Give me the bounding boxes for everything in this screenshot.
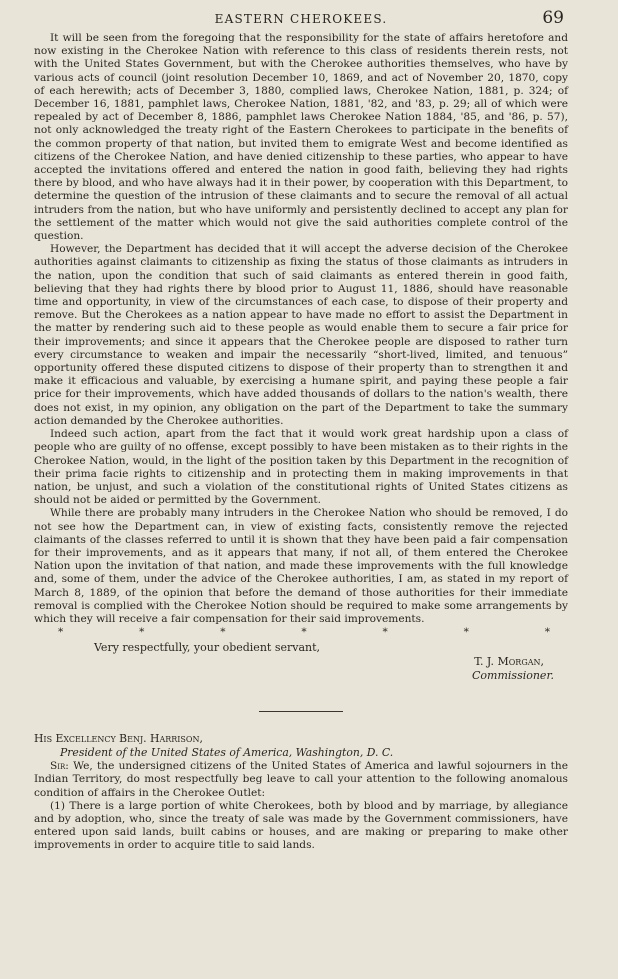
paragraph: It will be seen from the foregoing that the responsibility for the state of affairs heretofore and now existing in the Cherokee Nation with reference to this class of residents therein rests, not with the United States Government, but with the Cherokee authorities themselves, who have by various acts of council (joint resolution December 10, 1869, and act of November 20, 1870, copy of each herewith; acts of December 3, 1880, complied laws, Cherokee Nation, 1881, p. 324; of December 16, 1881, pamphlet laws, Cherokee Nation, 1881, '82, and '83, p. 29; all of which were repealed by act of December 8, 1886, pamphlet laws Cherokee Nation 1884, '85, and '86, p. 57), not only acknowledged the treaty right of the Eastern Cherokees to participate in the benefits of the common property of that nation, but invited them to emigrate West and become identified as citizens of the Cherokee Nation, and have denied citizenship to these parties, who appear to have accepted the invitations offered and entered the nation in good faith, believing they had rights there by blood, and who have always had it in their power, by cooperation with this Department, to determine the question of the intrusion of these claimants and to secure the removal of all actual intruders from the nation, but who have uniformly and persistently declined to accept any plan for the settlement of the matter which would not give the said authorities complete control of the question. bbox=[34, 32, 568, 243]
signature-block bbox=[34, 655, 568, 683]
star-mark: * bbox=[544, 626, 550, 639]
running-title: EASTERN CHEROKEES. bbox=[214, 12, 388, 26]
signature-name: T. J. Morgan, bbox=[474, 655, 544, 669]
star-mark: * bbox=[139, 626, 145, 639]
paragraph: However, the Department has decided that it will accept the adverse decision of the Cherokee authorities against claimants to citizenship as fixing the status of those claimants as intruders in the nation, upon the condition that such of said claimants as entered therein in good faith, believing that they had rights there by blood prior to August 11, 1886, should have reasonable time and opportunity, in view of the circumstances of each case, to dispose of their property and remove. But the Cherokees as a nation appear to have made no effort to assist the Department in the matter by rendering such aid to these people as would enable them to secure a fair price for their improvements; and since it appears that the Cherokee people are disposed to rather turn every circumstance to weaken and impair the necessarily “short-lived, limited, and tenuous” opportunity offered these disputed citizens to dispose of their property than to strengthen it and make it efficacious and valuable, by exercising a humane spirit, and paying these people a fair price for their improvements, which have added thousands of dollars to the nation's wealth, there does not exist, in my opinion, any obligation on the part of the Department to take the summary action demanded by the Cherokee authorities. bbox=[34, 243, 568, 427]
paragraph-text: We, the undersigned citizens of the United States of America and lawful sojourners in the Indian Territory, do most respectfully beg leave to call your attention to the following anomalous condition of affairs in the Cherokee Outlet: bbox=[34, 760, 568, 799]
salutation: Sir: bbox=[50, 760, 69, 773]
ellipsis-stars bbox=[34, 627, 568, 638]
running-header bbox=[34, 6, 568, 32]
signature-title: Commissioner. bbox=[472, 669, 554, 683]
letter-body bbox=[34, 760, 568, 852]
star-mark: * bbox=[58, 626, 64, 639]
star-mark: * bbox=[382, 626, 388, 639]
star-mark: * bbox=[463, 626, 469, 639]
report-body bbox=[34, 32, 568, 626]
addressee-block bbox=[34, 732, 568, 759]
section-divider bbox=[259, 711, 343, 712]
star-mark: * bbox=[301, 626, 307, 639]
paragraph bbox=[34, 760, 568, 800]
paragraph: While there are probably many intruders in the Cherokee Nation who should be removed, I do not see how the Department can, in view of existing facts, consistently remove the rejected claimants of the classes referred to until it is shown that they have been paid a fair compensation for their improvements, and as it appears that many, if not all, of them entered the Cherokee Nation upon the invitation of that nation, and made these improvements with the full knowledge and, some of them, under the advice of the Cherokee authorities, I am, as stated in my report of March 8, 1889, of the opinion that before the demand of those authorities for their immediate removal is complied with the Cherokee Notion should be required to make some arrangements by which they will receive a fair compensation for their said improvements. bbox=[34, 507, 568, 625]
closing-line: Very respectfully, your obedient servant, bbox=[94, 641, 321, 655]
page-number: 69 bbox=[542, 8, 564, 28]
addressee-title: President of the United States of America, Washington, D. C. bbox=[60, 745, 394, 759]
addressee-name: His Excellency Benj. Harrison, bbox=[34, 732, 203, 746]
star-mark: * bbox=[220, 626, 226, 639]
paragraph: Indeed such action, apart from the fact that it would work great hardship upon a class of people who are guilty of no offense, except possibly to have been mistaken as to their rights in the Cherokee Nation, would, in the light of the position taken by this Department in the recognition of their prima facie rights to citizenship and in protecting them in making improvements in that nation, be unjust, and such a violation of the constitutional rights of United States citizens as should not be aided or permitted by the Government. bbox=[34, 428, 568, 507]
paragraph: (1) There is a large portion of white Cherokees, both by blood and by marriage, by allegiance and by adoption, who, since the treaty of sale was made by the Government commissioners, have entered upon said lands, built cabins or houses, and are making or preparing to make other improvements in order to acquire title to said lands. bbox=[34, 799, 568, 852]
